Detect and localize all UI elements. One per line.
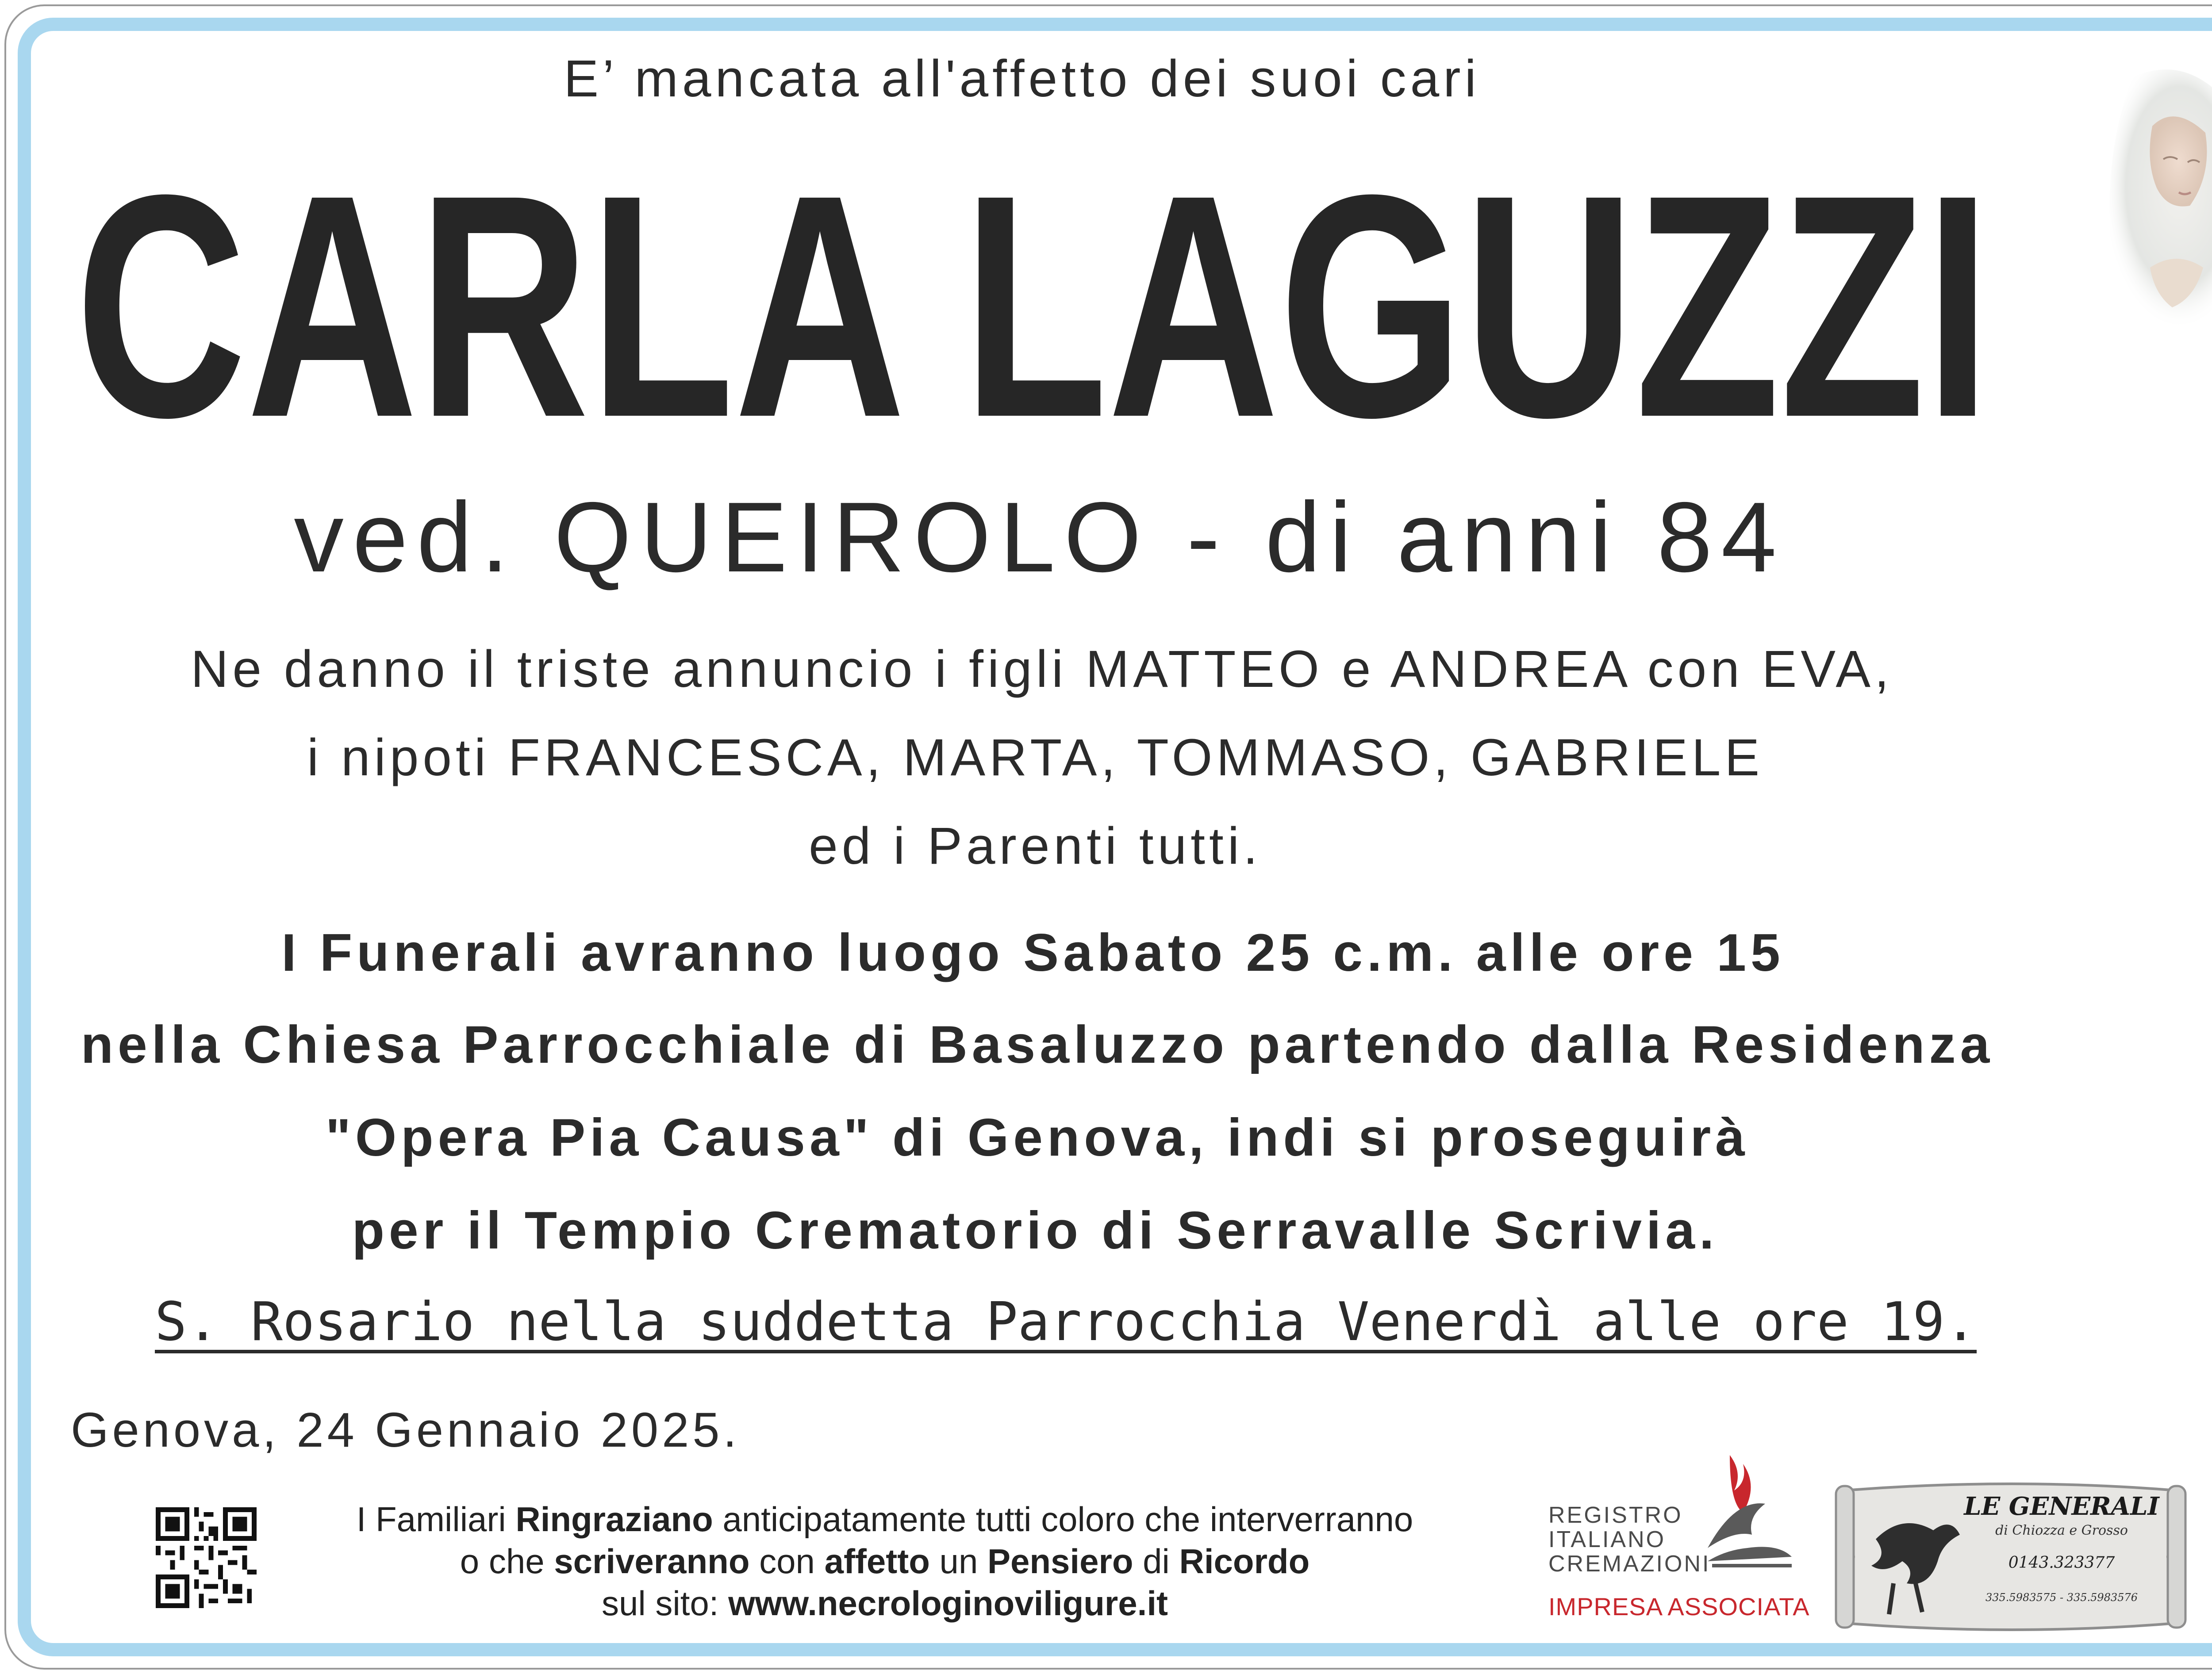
thanks-text: I Familiari <box>356 1500 516 1539</box>
lg-subtitle: di Chiozza e Grosso <box>1995 1523 2128 1538</box>
announcement-line-1: Ne danno il triste annuncio i figli MATTEO e ANDREA con EVA, <box>191 640 1893 698</box>
thanks-text: un <box>929 1542 987 1581</box>
thanks-bold: Pensiero <box>987 1542 1133 1581</box>
thanks-text: anticipatamente tutti coloro che interverranno <box>713 1500 1413 1539</box>
website-link[interactable]: www.necrologinoviligure.it <box>728 1584 1168 1623</box>
thanks-text: sul sito: <box>602 1584 729 1623</box>
rit-associate-label: IMPRESA ASSOCIATA <box>1548 1593 1810 1620</box>
announcement-line-3: ed i Parenti tutti. <box>809 817 1262 875</box>
rosary-text: S. Rosario nella suddetta Parrocchia Venerdì alle ore 19. <box>155 1291 1977 1353</box>
registro-italiano-cremazioni-logo <box>1544 1446 1810 1623</box>
deceased-name-text: CARLA LAGUZZI <box>75 133 1991 451</box>
funeral-line-3: "Opera Pia Causa" di Genova, indi si proseguirà <box>326 1108 1749 1167</box>
funeral-line-4: per il Tempio Crematorio di Serravalle Scrivia. <box>352 1201 1719 1260</box>
rit-line-1: REGISTRO <box>1548 1502 1683 1528</box>
rosary-notice <box>155 1291 1977 1353</box>
thanks-text: di <box>1133 1542 1179 1581</box>
rit-line-3: CREMAZIONI <box>1548 1551 1711 1577</box>
qr-code <box>156 1507 257 1608</box>
le-generali-logo <box>1827 1473 2194 1641</box>
widow-age-line: ved. QUEIROLO - di anni 84 <box>294 481 1786 593</box>
lg-mobile: 335.5983575 - 335.5983576 <box>1985 1591 2138 1604</box>
announcement-line-2: i nipoti FRANCESCA, MARTA, TOMMASO, GABRIELE <box>307 728 1764 787</box>
thanks-line-1 <box>310 1499 1460 1540</box>
funeral-line-1: I Funerali avranno luogo Sabato 25 c.m. alle ore 15 <box>281 923 1785 982</box>
rit-line-2: ITALIANO <box>1548 1527 1666 1552</box>
madonna-image <box>2079 60 2212 334</box>
thanks-bold: scriveranno <box>554 1542 750 1581</box>
intro-line: E’ mancata all'affetto dei suoi cari <box>564 50 1480 108</box>
thanks-bold: affetto <box>824 1542 930 1581</box>
thanks-text: con <box>749 1542 825 1581</box>
thanks-bold: Ricordo <box>1179 1542 1310 1581</box>
place-date: Genova, 24 Gennaio 2025. <box>71 1403 741 1457</box>
thanks-bold: Ringraziano <box>515 1500 713 1539</box>
thanks-line-3 <box>531 1583 1239 1624</box>
funeral-line-2: nella Chiesa Parrocchiale di Basaluzzo partendo dalla Residenza <box>81 1015 1994 1074</box>
deceased-name <box>75 133 1991 451</box>
lg-name: LE GENERALI <box>1964 1492 2159 1521</box>
thanks-text: o che <box>460 1542 554 1581</box>
lg-phone: 0143.323377 <box>2008 1554 2115 1572</box>
thanks-line-2 <box>398 1541 1371 1582</box>
